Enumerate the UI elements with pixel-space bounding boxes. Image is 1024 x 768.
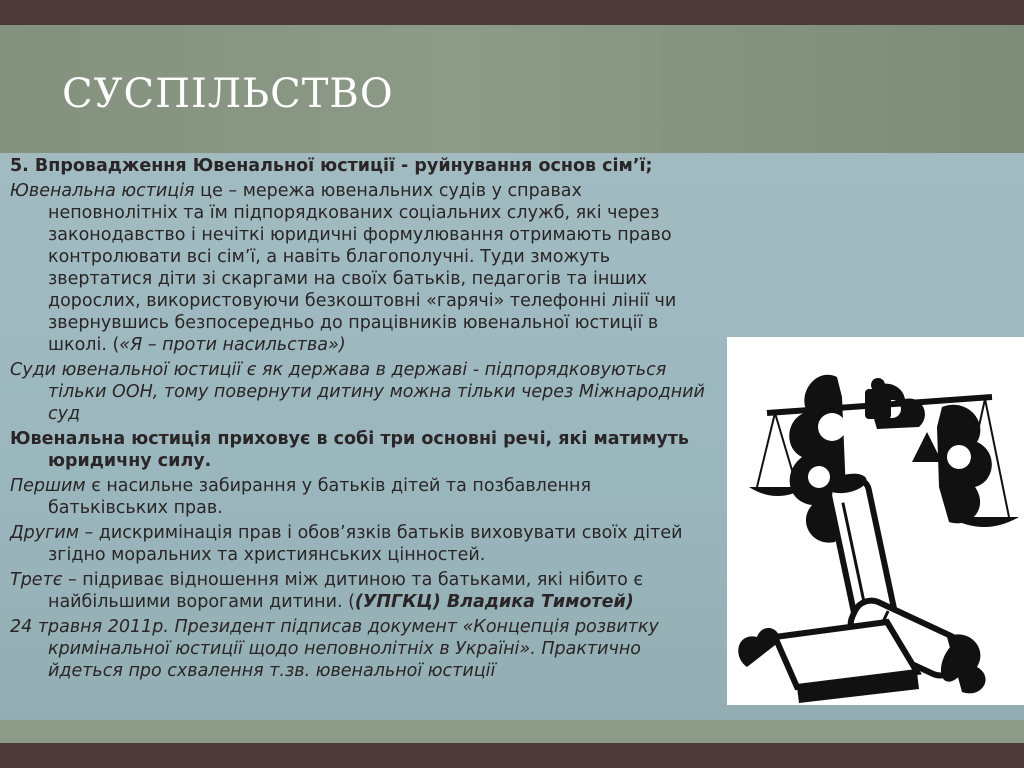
slide-body	[10, 155, 715, 685]
label-first: Першим	[10, 476, 86, 496]
second-text: – дискримінація прав і обов’язків батьків виховувати своїх дітей згідно моральних та християнських цінностей.	[48, 523, 683, 565]
top-bar	[0, 0, 1024, 25]
label-second: Другим	[10, 523, 79, 543]
term-juvenile-justice: Ювенальна юстиція	[10, 181, 195, 201]
quote-slogan: «Я – проти насильства»)	[119, 335, 346, 355]
paragraph-president: 24 травня 2011р. Президент підписав документ «Концепція розвитку кримінальної юстиції щодо неповнолітніх в Україні». Практично йдеться про схвалення т.зв. ювенальної юстиції	[10, 617, 659, 681]
paragraph-three-things: Ювенальна юстиція приховує в собі три основні речі, які матимуть юридичну силу.	[10, 429, 689, 471]
first-text: є насильне забирання у батьків дітей та позбавлення батьківських прав.	[48, 476, 592, 518]
paragraph-definition	[10, 180, 715, 356]
paragraph-third	[10, 569, 715, 613]
paragraph-first	[10, 475, 715, 519]
point-heading: 5. Впровадження Ювенальної юстиції - руйнування основ сім’ї;	[10, 156, 653, 176]
lower-band	[0, 720, 1024, 743]
scales-of-justice-gavel-icon	[727, 337, 1024, 705]
slide-title: СУСПІЛЬСТВО	[62, 71, 394, 117]
definition-text: це – мережа ювенальних судів у справах неповнолітніх та їм підпорядкованих соціальних служб, які через законодавство і нечіткі юридичні формулювання отримають право контролювати всі сім’ї, а навіть благополучні. Туди зможуть звертатися діти зі скаргами на своїх батьків, педагогів та інших дорослих, використовуючи безкоштовні «гарячі» телефонні лінії чи звернувшись безпосередньо до працівників ювенальної юстиції в школі. (	[48, 181, 677, 355]
third-text: – підриває відношення між дитиною та батьками, які нібито є найбільшими ворогами дитини. (	[48, 570, 643, 612]
quote-source: (УПГКЦ) Владика Тимотей)	[354, 592, 634, 612]
justice-illustration	[727, 337, 1024, 705]
paragraph-courts: Суди ювенальної юстиції є як держава в державі - підпорядковуються тільки ООН, тому повернути дитину можна тільки через Міжнародний суд	[10, 360, 705, 424]
bottom-bar	[0, 743, 1024, 768]
paragraph-second	[10, 522, 715, 566]
label-third: Третє	[10, 570, 63, 590]
